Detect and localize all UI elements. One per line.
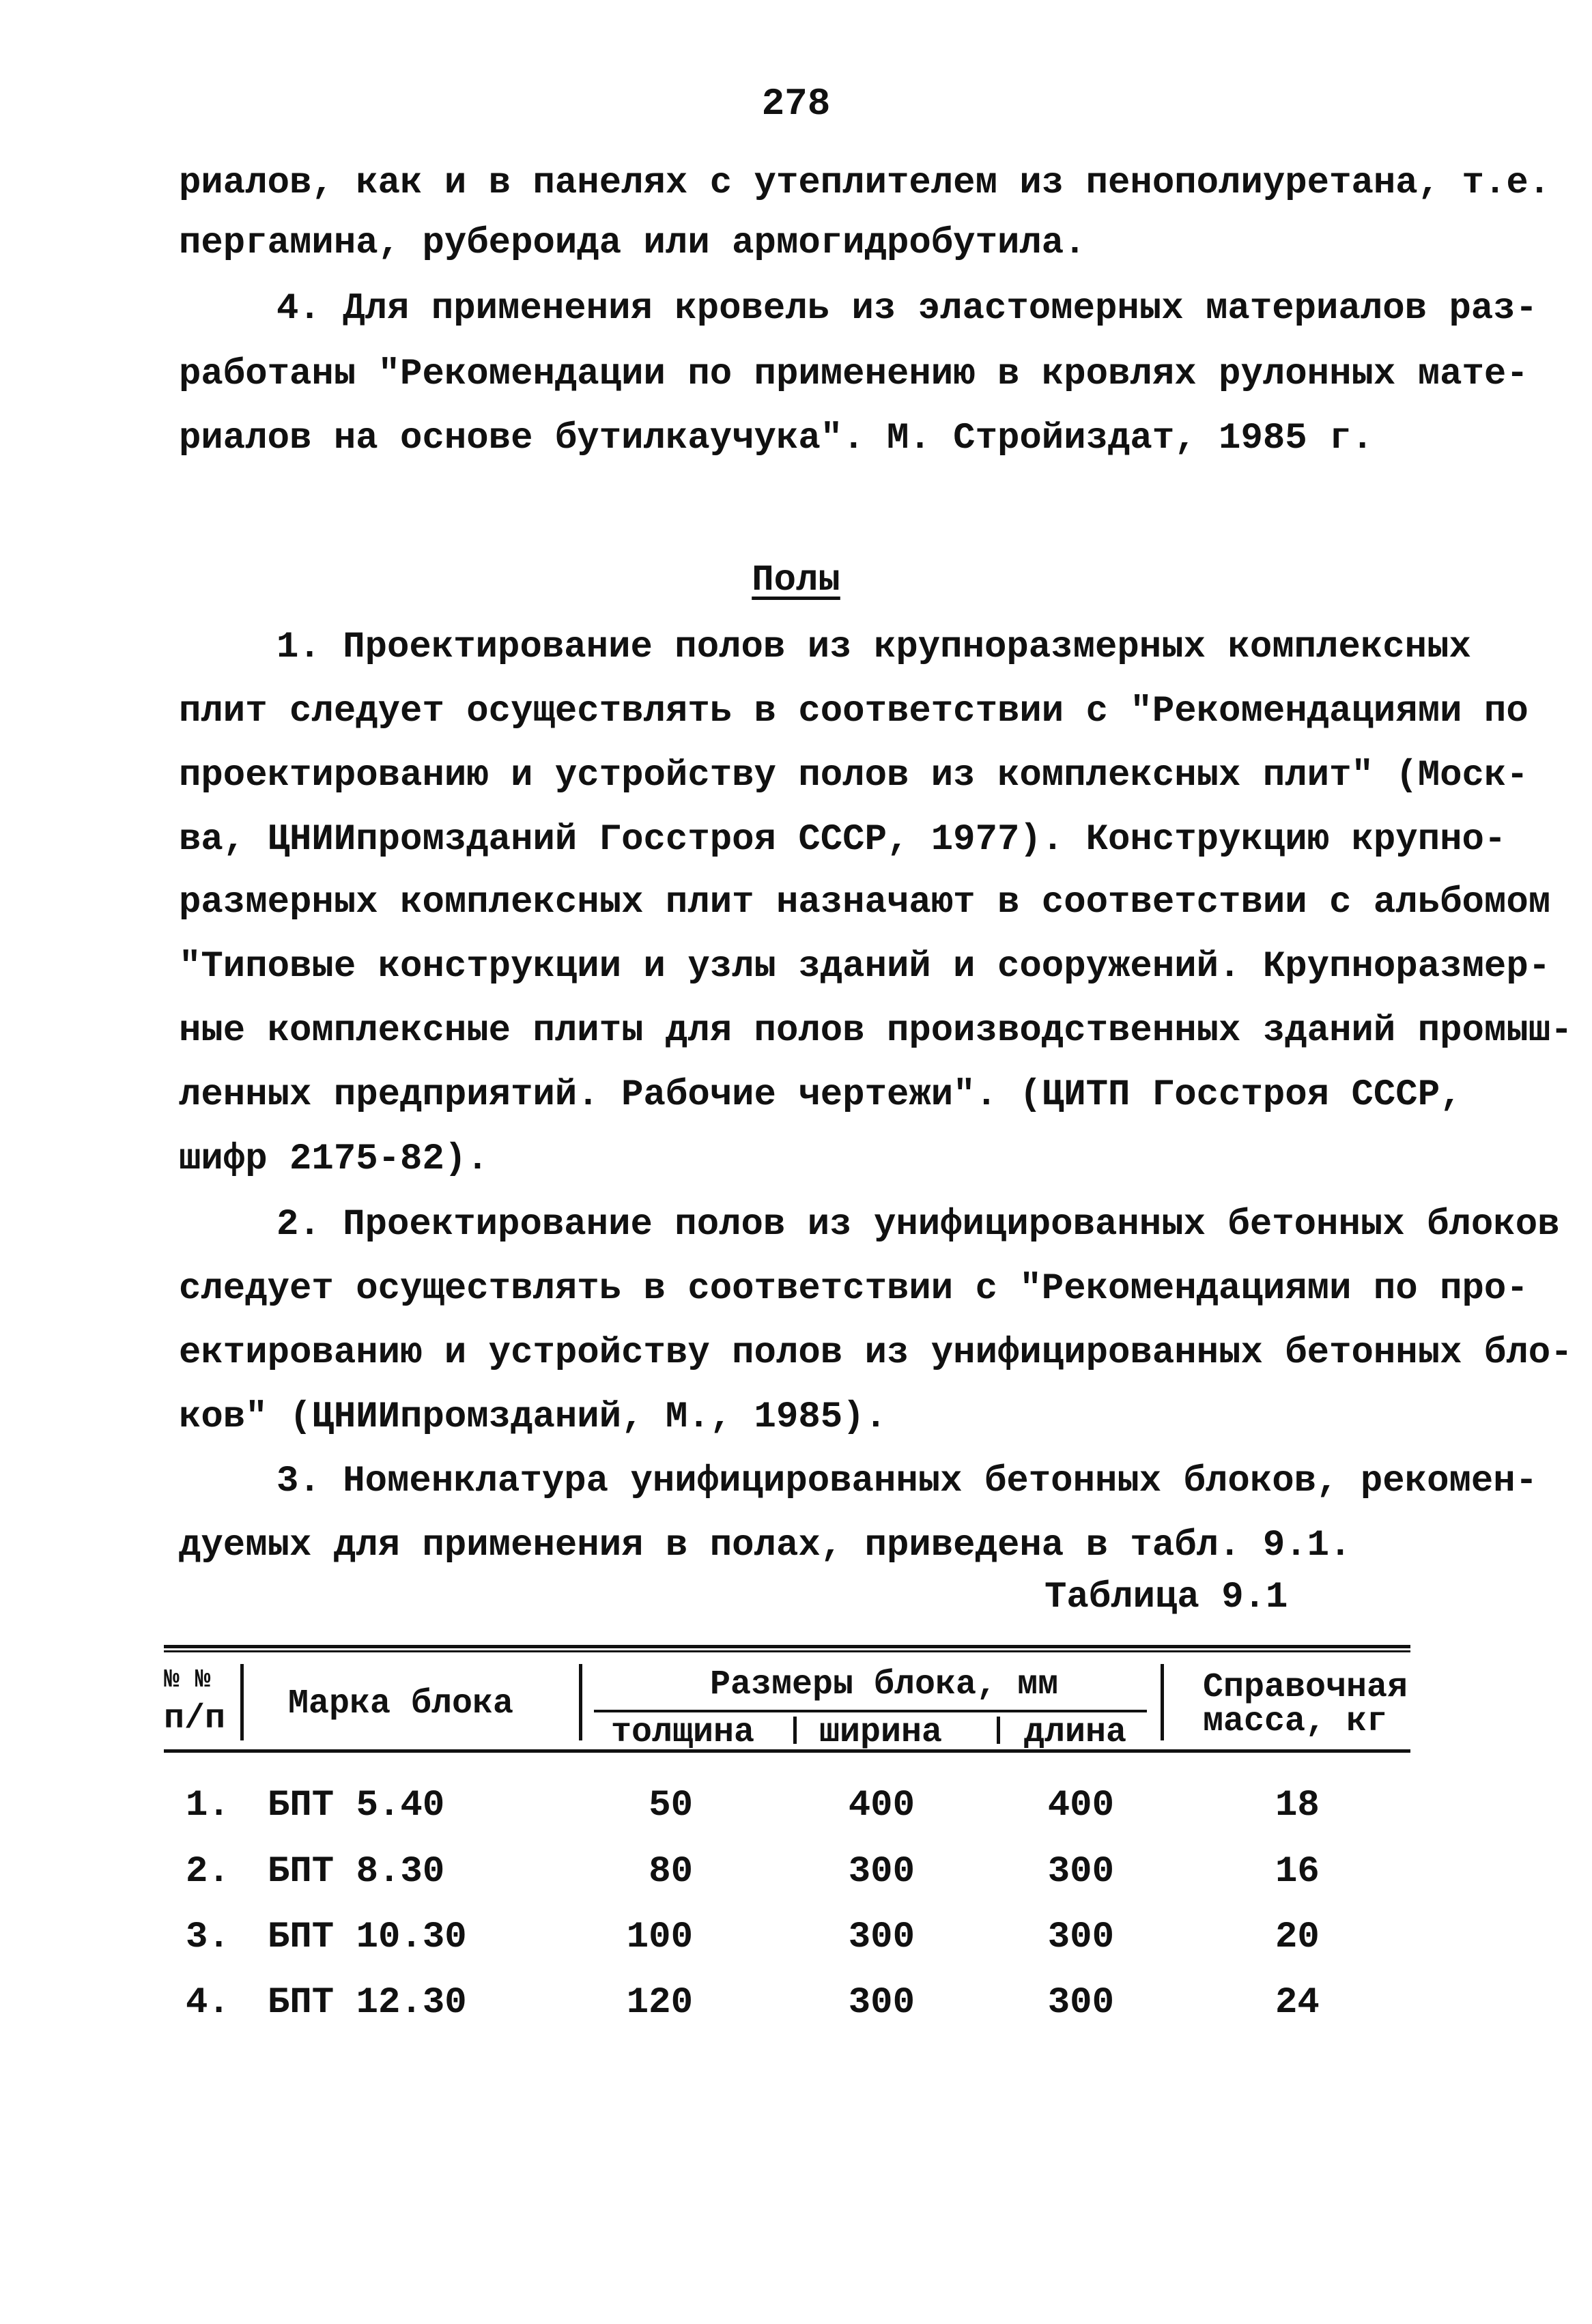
header-separator	[240, 1664, 244, 1740]
sub-separator	[997, 1717, 1000, 1744]
row-width: 300	[848, 1982, 915, 2024]
header-separator	[1161, 1664, 1164, 1740]
header-separator	[579, 1664, 582, 1740]
row-mark: БПТ 10.30	[268, 1917, 467, 1958]
header-length: длина	[1024, 1713, 1127, 1752]
row-length: 300	[1047, 1917, 1114, 1958]
text-line: 2. Проектирование полов из унифицированных бетонных блоков	[276, 1204, 1560, 1246]
row-thickness: 120	[626, 1982, 693, 2024]
text-line: ков" (ЦНИИпромзданий, М., 1985).	[179, 1396, 887, 1438]
row-length: 300	[1047, 1851, 1114, 1893]
section-heading: Полы	[752, 560, 840, 601]
text-line: "Типовые конструкции и узлы зданий и сооружений. Крупноразмер-	[179, 946, 1551, 988]
table-caption: Таблица 9.1	[1044, 1577, 1288, 1618]
table-top-rule	[164, 1645, 1410, 1648]
header-num: № №	[164, 1665, 211, 1695]
table-header-rule	[164, 1749, 1410, 1753]
row-thickness: 80	[649, 1851, 693, 1893]
text-line: риалов на основе бутилкаучука". М. Стройиздат, 1985 г.	[179, 418, 1374, 459]
text-line: ва, ЦНИИпромзданий Госстроя СССР, 1977). Конструкцию крупно-	[179, 819, 1507, 861]
row-mark: БПТ 5.40	[268, 1785, 445, 1826]
text-line: ектированию и устройству полов из унифицированных бетонных бло-	[179, 1332, 1573, 1374]
row-length: 300	[1047, 1982, 1114, 2024]
row-mass: 18	[1275, 1785, 1320, 1826]
row-num: 2.	[186, 1851, 230, 1893]
header-sizes: Размеры блока, мм	[710, 1665, 1059, 1704]
row-mass: 20	[1275, 1917, 1320, 1958]
text-line: плит следует осуществлять в соответствии с "Рекомендациями по	[179, 691, 1529, 732]
text-line: пергамина, рубероида или армогидробутила.	[179, 223, 1086, 264]
text-line: риалов, как и в панелях с утеплителем из пенополиуретана, т.е.	[179, 162, 1551, 204]
row-num: 4.	[186, 1982, 230, 2024]
table-top-rule-2	[164, 1650, 1410, 1652]
row-width: 300	[848, 1851, 915, 1893]
row-mark: БПТ 12.30	[268, 1982, 467, 2024]
row-mass: 24	[1275, 1982, 1320, 2024]
row-thickness: 50	[649, 1785, 693, 1826]
text-line: ленных предприятий. Рабочие чертежи". (ЦИТП Госстроя СССР,	[179, 1074, 1462, 1116]
sizes-underline	[594, 1710, 1147, 1712]
text-line: шифр 2175-82).	[179, 1138, 489, 1180]
header-mass: Справочная	[1203, 1668, 1408, 1707]
header-mark: Марка блока	[288, 1684, 514, 1723]
row-width: 300	[848, 1917, 915, 1958]
text-line: дуемых для применения в полах, приведена в табл. 9.1.	[179, 1525, 1352, 1566]
row-num: 3.	[186, 1917, 230, 1958]
text-line: размерных комплексных плит назначают в соответствии с альбомом	[179, 882, 1551, 923]
header-num-2: п/п	[164, 1699, 226, 1738]
text-line: ные комплексные плиты для полов производственных зданий промыш-	[179, 1010, 1573, 1052]
header-mass-2: масса, кг	[1203, 1702, 1388, 1741]
row-mark: БПТ 8.30	[268, 1851, 445, 1893]
row-mass: 16	[1275, 1851, 1320, 1893]
text-line: 3. Номенклатура унифицированных бетонных блоков, рекомен-	[276, 1461, 1538, 1502]
text-line: 4. Для применения кровель из эластомерных материалов раз-	[276, 288, 1538, 330]
page-number: 278	[761, 82, 831, 126]
sub-separator	[793, 1717, 797, 1744]
header-width: ширина	[819, 1713, 943, 1752]
row-num: 1.	[186, 1785, 230, 1826]
text-line: проектированию и устройству полов из комплексных плит" (Моск-	[179, 755, 1529, 797]
row-length: 400	[1047, 1785, 1114, 1826]
row-width: 400	[848, 1785, 915, 1826]
row-thickness: 100	[626, 1917, 693, 1958]
header-thickness: толщина	[611, 1713, 755, 1752]
text-line: 1. Проектирование полов из крупноразмерных комплексных	[276, 627, 1471, 668]
text-line: работаны "Рекомендации по применению в кровлях рулонных мате-	[179, 354, 1529, 395]
text-line: следует осуществлять в соответствии с "Рекомендациями по про-	[179, 1268, 1529, 1310]
